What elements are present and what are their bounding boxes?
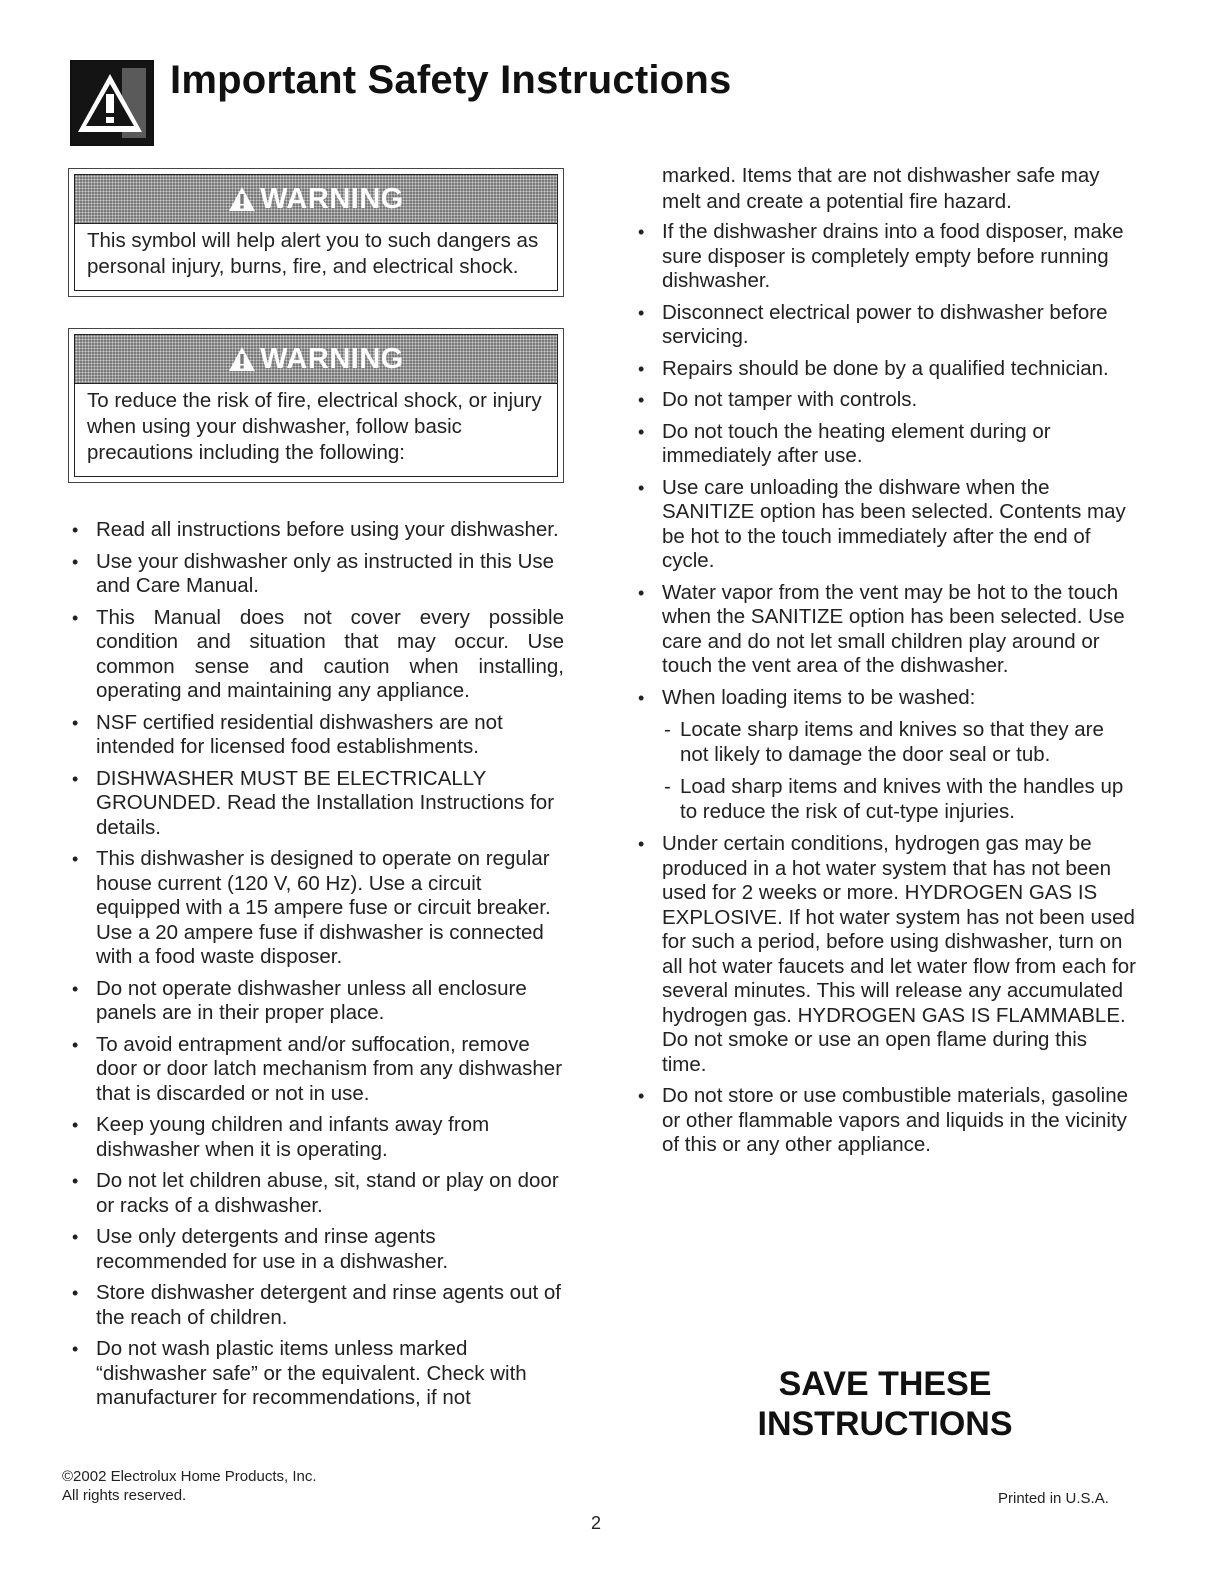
list-item: • Do not tamper with controls. <box>636 388 1136 413</box>
warning-triangle-icon <box>70 60 154 146</box>
save-instructions-heading <box>740 1364 1030 1444</box>
list-item: • DISHWASHER MUST BE ELECTRICALLY GROUNDED. Read the Installation Instructions for details. <box>70 767 564 841</box>
list-item: • Use care unloading the dishware when the SANITIZE option has been selected. Contents may be hot to the touch immediately after the end of cycle. <box>636 476 1136 574</box>
list-item: • Repairs should be done by a qualified technician. <box>636 357 1136 382</box>
alert-symbol-icon <box>228 345 256 373</box>
list-item: • To avoid entrapment and/or suffocation, remove door or door latch mechanism from any dishwasher that is discarded or not in use. <box>70 1033 564 1107</box>
list-item: • Use your dishwasher only as instructed in this Use and Care Manual. <box>70 550 564 599</box>
warning-banner <box>75 335 557 384</box>
list-item: • Do not touch the heating element during or immediately after use. <box>636 420 1136 469</box>
warning-label: WARNING <box>260 182 404 215</box>
list-item <box>636 686 1136 825</box>
list-item: • Do not store or use combustible materials, gasoline or other flammable vapors and liquids in the vicinity of this or any other appliance. <box>636 1084 1136 1158</box>
list-item: • Water vapor from the vent may be hot to the touch when the SANITIZE option has been selected. Use care and do not let small children play around or touch the vent area of the dishwasher. <box>636 581 1136 679</box>
list-item: • Under certain conditions, hydrogen gas may be produced in a hot water system that has not been used for 2 weeks or more. HYDROGEN GAS IS EXPLOSIVE. If hot water system has not been used for such a period, before using dishwasher, turn on all hot water faucets and let water flow from each for several minutes. This will release any accumulated hydrogen gas. HYDROGEN GAS IS FLAMMABLE. Do not smoke or use an open flame during this time. <box>636 832 1136 1077</box>
printed-in: Printed in U.S.A. <box>998 1490 1109 1507</box>
list-item: • If the dishwasher drains into a food disposer, make sure disposer is completely empty before running dishwasher. <box>636 220 1136 294</box>
warning-label: WARNING <box>260 342 404 375</box>
right-bullet-list <box>636 220 1136 1165</box>
loading-heading: When loading items to be washed: <box>662 685 976 709</box>
warning-box <box>68 168 564 297</box>
sub-list-item: - Locate sharp items and knives so that they are not likely to damage the door seal or tub. <box>662 718 1136 767</box>
left-bullet-list <box>70 518 564 1418</box>
list-item: • Do not wash plastic items unless marked “dishwasher safe” or the equivalent. Check with manufacturer for recommendations, if not <box>70 1337 564 1411</box>
list-item: • NSF certified residential dishwashers are not intended for licensed food establishments. <box>70 711 564 760</box>
warning-text: To reduce the risk of fire, electrical shock, or injury when using your dishwasher, follow basic precautions including the following: <box>87 389 542 464</box>
list-item: • Use only detergents and rinse agents recommended for use in a dishwasher. <box>70 1225 564 1274</box>
warning-text: This symbol will help alert you to such dangers as personal injury, burns, fire, and electrical shock. <box>87 229 539 278</box>
continued-text: marked. Items that are not dishwasher safe may melt and create a potential fire hazard. <box>662 164 1100 213</box>
loading-sublist <box>662 718 1136 824</box>
rights-text: All rights reserved. <box>62 1487 187 1504</box>
sub-list-item: - Load sharp items and knives with the handles up to reduce the risk of cut-type injuries. <box>662 775 1136 824</box>
page-number: 2 <box>591 1513 602 1533</box>
list-item: • Do not operate dishwasher unless all enclosure panels are in their proper place. <box>70 977 564 1026</box>
alert-symbol-icon <box>228 185 256 213</box>
save-line-2: INSTRUCTIONS <box>757 1405 1013 1443</box>
list-item: • This Manual does not cover every possible condition and situation that may occur. Use common sense and caution when installing, operating and maintaining any appliance. <box>70 606 564 704</box>
list-item: • Do not let children abuse, sit, stand or play on door or racks of a dishwasher. <box>70 1169 564 1218</box>
list-item: • This dishwasher is designed to operate on regular house current (120 V, 60 Hz). Use a circuit equipped with a 15 ampere fuse or circuit breaker. Use a 20 ampere fuse if dishwasher is connected with a food waste disposer. <box>70 847 564 970</box>
warning-box <box>68 328 564 483</box>
list-item: • Store dishwasher detergent and rinse agents out of the reach of children. <box>70 1281 564 1330</box>
list-item: • Disconnect electrical power to dishwasher before servicing. <box>636 301 1136 350</box>
footer-copyright <box>62 1467 317 1505</box>
list-item: • Read all instructions before using your dishwasher. <box>70 518 564 543</box>
warning-banner <box>75 175 557 224</box>
page-title: Important Safety Instructions <box>170 58 732 102</box>
list-item: • Keep young children and infants away from dishwasher when it is operating. <box>70 1113 564 1162</box>
save-line-1: SAVE THESE <box>778 1365 992 1403</box>
copyright-text: ©2002 Electrolux Home Products, Inc. <box>62 1468 317 1485</box>
